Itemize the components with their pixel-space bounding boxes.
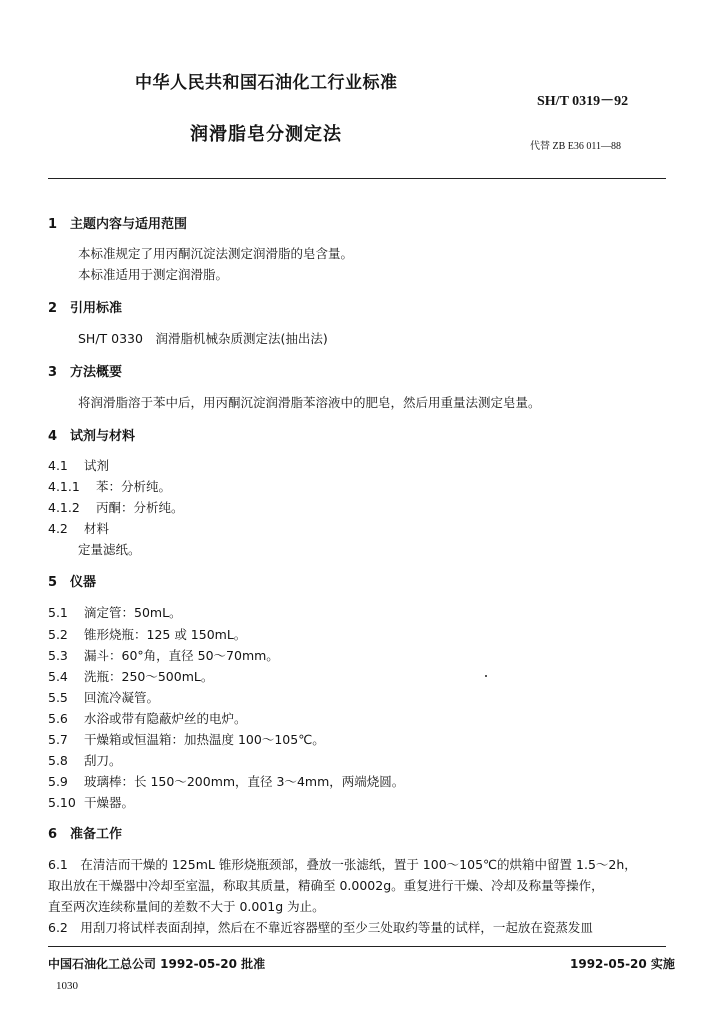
item-number: 5.3	[48, 648, 68, 663]
section-title: 试剂与材料	[70, 429, 136, 444]
section-title: 方法概要	[70, 365, 123, 380]
section-number: 4	[48, 429, 58, 444]
item-5-6	[48, 709, 247, 727]
section-1-line-1: 本标准规定了用丙酮沉淀法测定润滑脂的皂含量。	[78, 246, 354, 261]
section-number: 1	[48, 217, 58, 232]
item-number: 5.7	[48, 732, 68, 747]
item-number: 5.2	[48, 627, 68, 642]
item-number: 4.1.1	[48, 479, 80, 494]
section-3-line-1: 将润滑脂溶于苯中后，用丙酮沉淀润滑脂苯溶液中的肥皂，然后用重量法测定皂量。	[78, 395, 541, 410]
item-5-10	[48, 793, 134, 811]
section-6-heading	[48, 823, 122, 842]
item-text: 玻璃棒：长 150～200mm，直径 3～4mm，两端烧圆。	[84, 774, 405, 789]
item-4-1	[48, 456, 109, 474]
item-number: 5.4	[48, 669, 68, 684]
section-number: 2	[48, 301, 58, 316]
item-number: 5.6	[48, 711, 68, 726]
item-5-2	[48, 625, 246, 643]
item-5-1	[48, 603, 182, 621]
item-text: 洗瓶：250～500mL。	[84, 669, 214, 684]
section-2-heading	[48, 297, 122, 316]
section-title: 仪器	[70, 575, 97, 590]
item-text: 材料	[84, 521, 110, 536]
item-5-9	[48, 772, 404, 790]
item-4-1-2	[48, 498, 184, 516]
standard-category-title: 中华人民共和国石油化工行业标准	[135, 73, 398, 93]
item-5-7	[48, 730, 325, 748]
section-title: 准备工作	[70, 827, 123, 842]
section-number: 6	[48, 827, 58, 842]
item-5-3	[48, 646, 279, 664]
section-1-heading	[48, 213, 187, 232]
section-5-heading	[48, 571, 96, 590]
item-text: 刮刀。	[84, 753, 122, 768]
item-number: 4.1.2	[48, 500, 80, 515]
item-text: 回流冷凝管。	[84, 690, 160, 705]
para-6-1-line-1: 6.1 在清洁而干燥的 125mL 锥形烧瓶颈部，叠放一张滤纸，置于 100～105℃的烘箱中留置 1.5～2h，	[48, 857, 637, 872]
item-5-4	[48, 667, 213, 685]
item-text: 锥形烧瓶：125 或 150mL。	[84, 627, 247, 642]
para-6-1-line-2: 取出放在干燥器中冷却至室温，称取其质量，精确至 0.0002g。重复进行干燥、冷却及称量等操作，	[48, 878, 604, 893]
para-6-2-line-1: 6.2 用刮刀将试样表面刮掉，然后在不靠近容器壁的至少三处取约等量的试样，一起放在瓷蒸发皿	[48, 920, 593, 935]
section-title: 引用标准	[70, 301, 123, 316]
replaces-note: 代替 ZB E36 011—88	[530, 141, 622, 152]
section-title: 主题内容与适用范围	[70, 217, 188, 232]
item-text: 苯：分析纯。	[96, 479, 172, 494]
section-1-line-2: 本标准适用于测定润滑脂。	[78, 267, 229, 282]
item-number: 4.2	[48, 521, 68, 536]
scan-speck	[485, 675, 487, 677]
section-4-heading	[48, 425, 135, 444]
item-text: 丙酮：分析纯。	[96, 500, 184, 515]
page-number: 1030	[56, 980, 78, 992]
section-number: 3	[48, 365, 58, 380]
item-number: 5.1	[48, 605, 68, 620]
item-text: 滴定管：50mL。	[84, 605, 182, 620]
item-text: 水浴或带有隐蔽炉丝的电炉。	[84, 711, 247, 726]
section-number: 5	[48, 575, 58, 590]
item-text: 干燥器。	[84, 795, 135, 810]
effective-date: 1992-05-20 实施	[570, 957, 675, 971]
item-number: 5.5	[48, 690, 68, 705]
footer-divider	[48, 946, 666, 947]
item-4-2-detail: 定量滤纸。	[78, 542, 141, 557]
item-number: 5.8	[48, 753, 68, 768]
item-4-2	[48, 519, 109, 537]
issuer-approval: 中国石油化工总公司 1992-05-20 批准	[48, 957, 266, 971]
item-number: 5.10	[48, 795, 76, 810]
item-text: 漏斗：60°角，直径 50～70mm。	[84, 648, 279, 663]
para-6-1-line-3: 直至两次连续称量间的差数不大于 0.001g 为止。	[48, 899, 325, 914]
item-text: 试剂	[84, 458, 110, 473]
section-2-line-1: SH/T 0330 润滑脂机械杂质测定法(抽出法)	[78, 331, 328, 346]
item-4-1-1	[48, 477, 171, 495]
item-number: 5.9	[48, 774, 68, 789]
item-text: 干燥箱或恒温箱：加热温度 100～105℃。	[84, 732, 325, 747]
item-number: 4.1	[48, 458, 68, 473]
standard-number: SH/T 0319－92	[537, 94, 629, 109]
item-5-8	[48, 751, 122, 769]
item-5-5	[48, 688, 159, 706]
header-divider	[48, 178, 666, 179]
section-3-heading	[48, 361, 122, 380]
document-title: 润滑脂皂分测定法	[190, 124, 342, 145]
